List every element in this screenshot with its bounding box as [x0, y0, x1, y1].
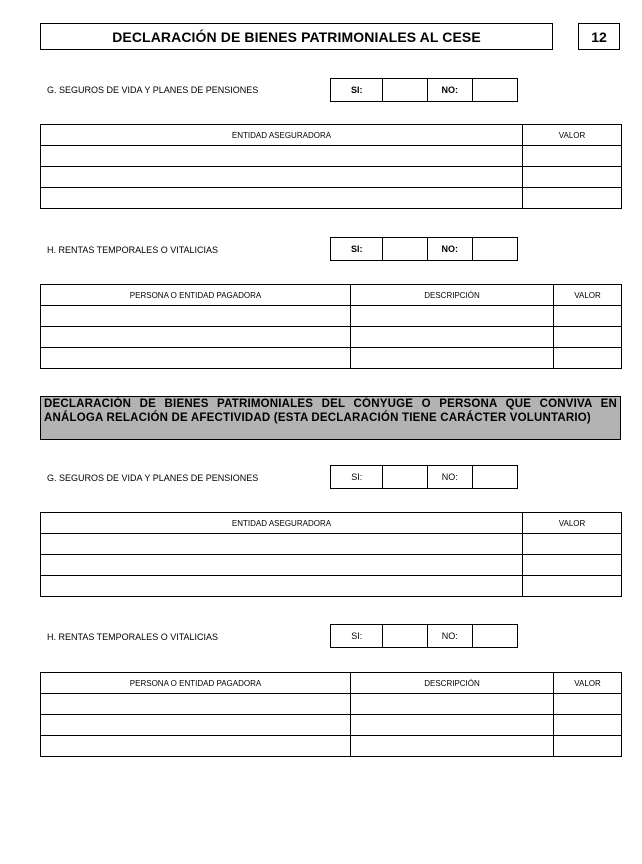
value-cell[interactable]: [523, 146, 622, 167]
yes-label: SI:: [331, 625, 383, 647]
yes-checkbox[interactable]: [383, 79, 428, 101]
column-header-value: VALOR: [523, 125, 622, 146]
yes-checkbox[interactable]: [383, 238, 428, 260]
entity-cell[interactable]: [41, 576, 523, 597]
spouse-insurance-table: [40, 512, 622, 597]
value-cell[interactable]: [554, 694, 622, 715]
value-cell[interactable]: [554, 348, 622, 369]
table-row: [41, 146, 622, 167]
section-g-label: G. SEGUROS DE VIDA Y PLANES DE PENSIONES: [47, 85, 259, 95]
table-row: [41, 715, 622, 736]
column-header-entity: ENTIDAD ASEGURADORA: [41, 125, 523, 146]
table-header-row: [41, 673, 622, 694]
entity-cell[interactable]: [41, 534, 523, 555]
no-label: NO:: [428, 79, 473, 101]
section-h-label: H. RENTAS TEMPORALES O VITALICIAS: [47, 245, 219, 255]
section-g-yes-no: [330, 78, 518, 102]
no-checkbox[interactable]: [473, 79, 518, 101]
no-checkbox[interactable]: [473, 238, 518, 260]
payer-cell[interactable]: [41, 348, 351, 369]
annuities-table: [40, 284, 622, 369]
value-cell[interactable]: [523, 576, 622, 597]
entity-cell[interactable]: [41, 146, 523, 167]
no-checkbox[interactable]: [473, 466, 518, 488]
payer-cell[interactable]: [41, 736, 351, 757]
no-label: NO:: [428, 238, 473, 260]
table-row: [41, 576, 622, 597]
table-row: [41, 167, 622, 188]
spouse-section-banner: DECLARACIÓN DE BIENES PATRIMONIALES DEL CÓNYUGE O PERSONA QUE CONVIVA EN ANÁLOGA RELACIÓN DE AFECTIVIDAD (ESTA DECLARACIÓN TIENE CARÁCTER VOLUNTARIO): [40, 396, 621, 440]
table-row: [41, 188, 622, 209]
table-row: [41, 348, 622, 369]
no-checkbox[interactable]: [473, 625, 518, 647]
description-cell[interactable]: [351, 736, 554, 757]
entity-cell[interactable]: [41, 188, 523, 209]
value-cell[interactable]: [554, 736, 622, 757]
table-header-row: [41, 125, 622, 146]
spouse-section-g-label: G. SEGUROS DE VIDA Y PLANES DE PENSIONES: [47, 473, 259, 483]
payer-cell[interactable]: [41, 306, 351, 327]
value-cell[interactable]: [523, 534, 622, 555]
yes-label: SI:: [331, 238, 383, 260]
table-row: [41, 306, 622, 327]
description-cell[interactable]: [351, 694, 554, 715]
column-header-entity: ENTIDAD ASEGURADORA: [41, 513, 523, 534]
entity-cell[interactable]: [41, 167, 523, 188]
value-cell[interactable]: [523, 188, 622, 209]
table-header-row: [41, 285, 622, 306]
table-row: [41, 534, 622, 555]
description-cell[interactable]: [351, 348, 554, 369]
value-cell[interactable]: [554, 306, 622, 327]
page-number: 12: [578, 23, 620, 50]
table-row: [41, 736, 622, 757]
value-cell[interactable]: [523, 555, 622, 576]
spouse-section-h-yes-no: [330, 624, 518, 648]
yes-label: SI:: [331, 79, 383, 101]
payer-cell[interactable]: [41, 327, 351, 348]
no-label: NO:: [428, 466, 473, 488]
column-header-value: VALOR: [523, 513, 622, 534]
column-header-value: VALOR: [554, 285, 622, 306]
value-cell[interactable]: [523, 167, 622, 188]
description-cell[interactable]: [351, 715, 554, 736]
yes-checkbox[interactable]: [383, 625, 428, 647]
table-header-row: [41, 513, 622, 534]
payer-cell[interactable]: [41, 715, 351, 736]
payer-cell[interactable]: [41, 694, 351, 715]
value-cell[interactable]: [554, 327, 622, 348]
no-label: NO:: [428, 625, 473, 647]
column-header-value: VALOR: [554, 673, 622, 694]
column-header-description: DESCRIPCIÓN: [351, 285, 554, 306]
insurance-table: [40, 124, 622, 209]
description-cell[interactable]: [351, 306, 554, 327]
section-h-yes-no: [330, 237, 518, 261]
value-cell[interactable]: [554, 715, 622, 736]
column-header-payer: PERSONA O ENTIDAD PAGADORA: [41, 285, 351, 306]
table-row: [41, 327, 622, 348]
column-header-description: DESCRIPCIÓN: [351, 673, 554, 694]
column-header-payer: PERSONA O ENTIDAD PAGADORA: [41, 673, 351, 694]
entity-cell[interactable]: [41, 555, 523, 576]
spouse-annuities-table: [40, 672, 622, 757]
spouse-section-h-label: H. RENTAS TEMPORALES O VITALICIAS: [47, 632, 219, 642]
yes-checkbox[interactable]: [383, 466, 428, 488]
table-row: [41, 694, 622, 715]
page-title: DECLARACIÓN DE BIENES PATRIMONIALES AL CESE: [40, 23, 553, 50]
table-row: [41, 555, 622, 576]
spouse-section-g-yes-no: [330, 465, 518, 489]
yes-label: SI:: [331, 466, 383, 488]
description-cell[interactable]: [351, 327, 554, 348]
